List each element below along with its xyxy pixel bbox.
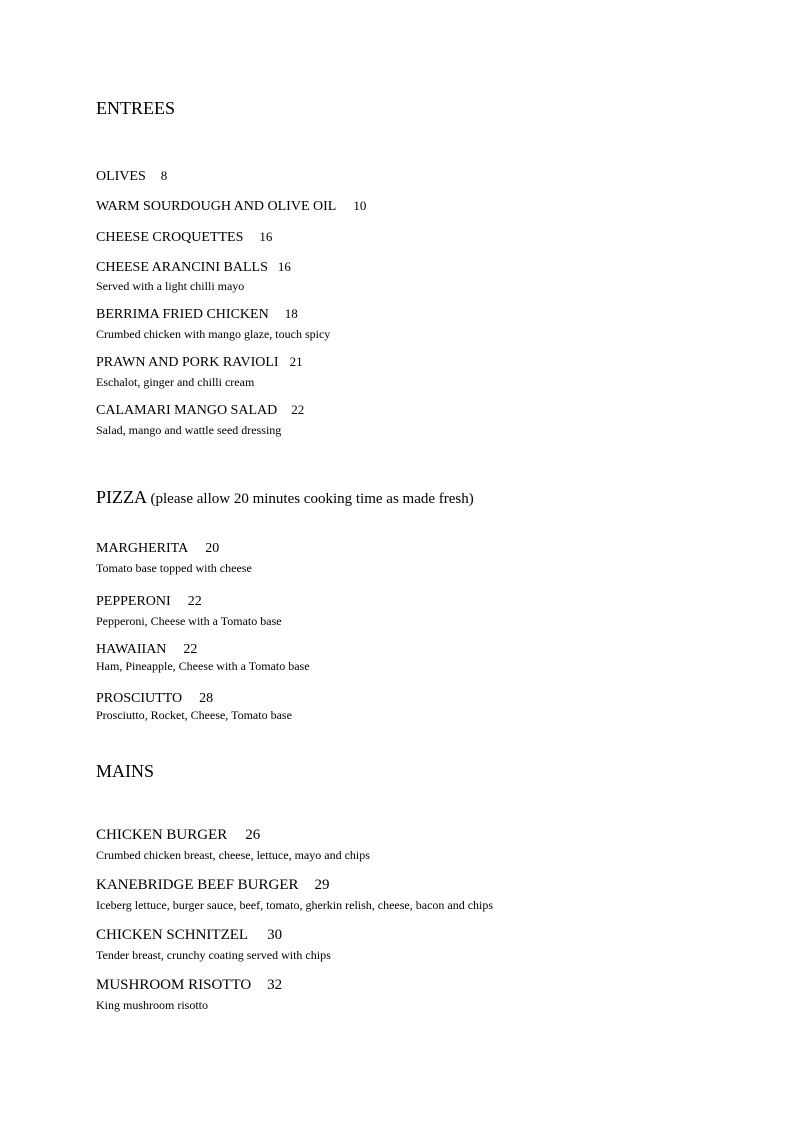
section-note: (please allow 20 minutes cooking time as made fresh) xyxy=(150,491,474,507)
item-name: OLIVES xyxy=(96,169,146,184)
menu-item-olives xyxy=(96,168,167,185)
item-name: KANEBRIDGE BEEF BURGER xyxy=(96,877,299,893)
menu-item-hawaiian xyxy=(96,642,197,658)
item-price: 16 xyxy=(259,229,273,244)
item-name: PROSCIUTTO xyxy=(96,691,183,706)
item-price: 32 xyxy=(267,977,283,993)
menu-item-berrima-fried-chicken xyxy=(96,306,298,323)
item-description: Crumbed chicken with mango glaze, touch spicy xyxy=(96,327,331,341)
item-name: MUSHROOM RISOTTO xyxy=(96,977,252,993)
item-name: BERRIMA FRIED CHICKEN xyxy=(96,307,269,322)
item-description: Salad, mango and wattle seed dressing xyxy=(96,423,282,437)
menu-item-warm-sourdough xyxy=(96,198,366,215)
item-description: King mushroom risotto xyxy=(96,998,209,1012)
item-name: MARGHERITA xyxy=(96,541,189,556)
item-price: 28 xyxy=(199,691,214,706)
item-name: WARM SOURDOUGH AND OLIVE OIL xyxy=(96,199,337,214)
item-price: 8 xyxy=(160,168,168,183)
menu-item-margherita xyxy=(96,541,219,557)
menu-item-cheese-croquettes xyxy=(96,229,272,246)
menu-item-prosciutto xyxy=(96,691,213,707)
item-price: 22 xyxy=(291,402,305,417)
item-description: Pepperoni, Cheese with a Tomato base xyxy=(96,614,282,628)
item-description: Eschalot, ginger and chilli cream xyxy=(96,375,255,389)
item-price: 26 xyxy=(245,827,261,843)
section-title-mains: MAINS xyxy=(96,761,155,781)
menu-item-kanebridge-beef-burger xyxy=(96,877,330,894)
item-price: 20 xyxy=(205,541,220,556)
menu-item-calamari-mango-salad xyxy=(96,402,304,419)
item-name: CHICKEN BURGER xyxy=(96,827,228,843)
item-name: HAWAIIAN xyxy=(96,642,167,657)
item-description: Ham, Pineapple, Cheese with a Tomato base xyxy=(96,659,310,673)
item-name: CHEESE ARANCINI BALLS xyxy=(96,260,268,275)
item-price: 22 xyxy=(183,642,198,657)
item-description: Prosciutto, Rocket, Cheese, Tomato base xyxy=(96,708,292,722)
item-description: Served with a light chilli mayo xyxy=(96,279,245,293)
section-title-pizza: PIZZA (please allow 20 minutes cooking time as made fresh) xyxy=(96,487,474,507)
item-price: 16 xyxy=(277,259,291,274)
item-name: PRAWN AND PORK RAVIOLI xyxy=(96,355,279,370)
item-name: CHICKEN SCHNITZEL xyxy=(96,927,249,943)
item-price: 22 xyxy=(187,594,202,609)
section-title-entrees: ENTREES xyxy=(96,98,175,118)
item-name: CALAMARI MANGO SALAD xyxy=(96,403,278,418)
item-description: Tender breast, crunchy coating served with chips xyxy=(96,948,331,962)
item-name: CHEESE CROQUETTES xyxy=(96,230,244,245)
item-price: 29 xyxy=(314,877,330,893)
menu-item-chicken-schnitzel xyxy=(96,927,282,944)
item-price: 10 xyxy=(353,198,367,213)
menu-item-cheese-arancini xyxy=(96,259,291,276)
item-description: Iceberg lettuce, burger sauce, beef, tomato, gherkin relish, cheese, bacon and chips xyxy=(96,898,494,912)
item-description: Tomato base topped with cheese xyxy=(96,561,252,575)
menu-item-prawn-pork-ravioli xyxy=(96,354,303,371)
menu-item-pepperoni xyxy=(96,594,202,610)
item-price: 21 xyxy=(289,354,303,369)
item-price: 30 xyxy=(267,927,283,943)
menu-item-chicken-burger xyxy=(96,827,260,844)
item-name: PEPPERONI xyxy=(96,594,171,609)
item-price: 18 xyxy=(284,306,298,321)
menu-item-mushroom-risotto xyxy=(96,977,282,994)
item-description: Crumbed chicken breast, cheese, lettuce, mayo and chips xyxy=(96,848,370,862)
